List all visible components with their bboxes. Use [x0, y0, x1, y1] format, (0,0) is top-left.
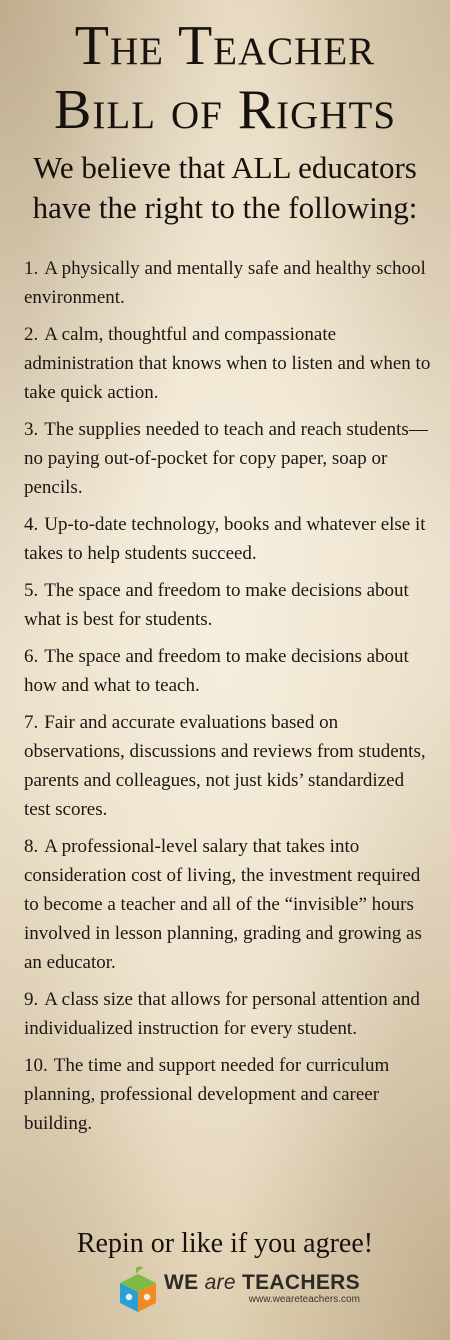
right-text: The time and support needed for curriculum planning, professional development and career building.	[24, 1055, 390, 1134]
right-number: 4.	[24, 514, 39, 535]
right-text: The space and freedom to make decisions about what is best for students.	[24, 580, 409, 630]
right-number: 7.	[24, 712, 39, 733]
right-item	[24, 510, 434, 568]
right-number: 5.	[24, 580, 39, 601]
right-item	[24, 985, 434, 1043]
right-number: 10.	[24, 1055, 48, 1076]
brand-are: are	[204, 1271, 236, 1294]
repin-callout: Repin or like if you agree!	[76, 1228, 374, 1259]
intro-text: We believe that ALL educators have the right to the following:	[32, 150, 418, 225]
brand-logo[interactable]	[118, 1266, 360, 1312]
right-text: A calm, thoughtful and compassionate administration that knows when to listen and when to take quick action.	[24, 324, 431, 403]
right-text: Fair and accurate evaluations based on observations, discussions and reviews from students, parents and colleagues, not just kids’ standardized test scores.	[24, 712, 426, 820]
right-number: 6.	[24, 646, 39, 667]
title-line-1: The Teacher	[74, 15, 376, 77]
apple-cube-logo-icon	[118, 1266, 158, 1312]
brand-we: WE	[164, 1271, 199, 1294]
right-item	[24, 320, 434, 407]
title-line-2: Bill of Rights	[53, 79, 397, 141]
right-number: 9.	[24, 989, 39, 1010]
right-text: The supplies needed to teach and reach students—no paying out-of-pocket for copy paper, soap or pencils.	[24, 419, 428, 498]
right-item	[24, 1051, 434, 1138]
brand-url[interactable]: www.weareteachers.com	[248, 1294, 360, 1305]
right-item	[24, 642, 434, 700]
right-text: A professional-level salary that takes into consideration cost of living, the investment required to become a teacher and all of the “invisible” hours involved in lesson planning, grading and growing as an educator.	[24, 836, 422, 973]
right-number: 2.	[24, 324, 39, 345]
rights-list	[0, 254, 450, 1138]
right-item	[24, 415, 434, 502]
brand-name	[164, 1272, 360, 1294]
right-number: 3.	[24, 419, 39, 440]
right-item	[24, 254, 434, 312]
right-text: Up-to-date technology, books and whatever else it takes to help students succeed.	[24, 514, 426, 564]
right-item	[24, 708, 434, 824]
right-text: A physically and mentally safe and healthy school environment.	[24, 258, 426, 308]
right-item	[24, 576, 434, 634]
right-number: 1.	[24, 258, 39, 279]
brand-teachers: TEACHERS	[241, 1271, 360, 1294]
right-text: A class size that allows for personal attention and individualized instruction for every student.	[24, 989, 420, 1039]
right-text: The space and freedom to make decisions about how and what to teach.	[24, 646, 409, 696]
right-number: 8.	[24, 836, 39, 857]
right-item	[24, 832, 434, 977]
